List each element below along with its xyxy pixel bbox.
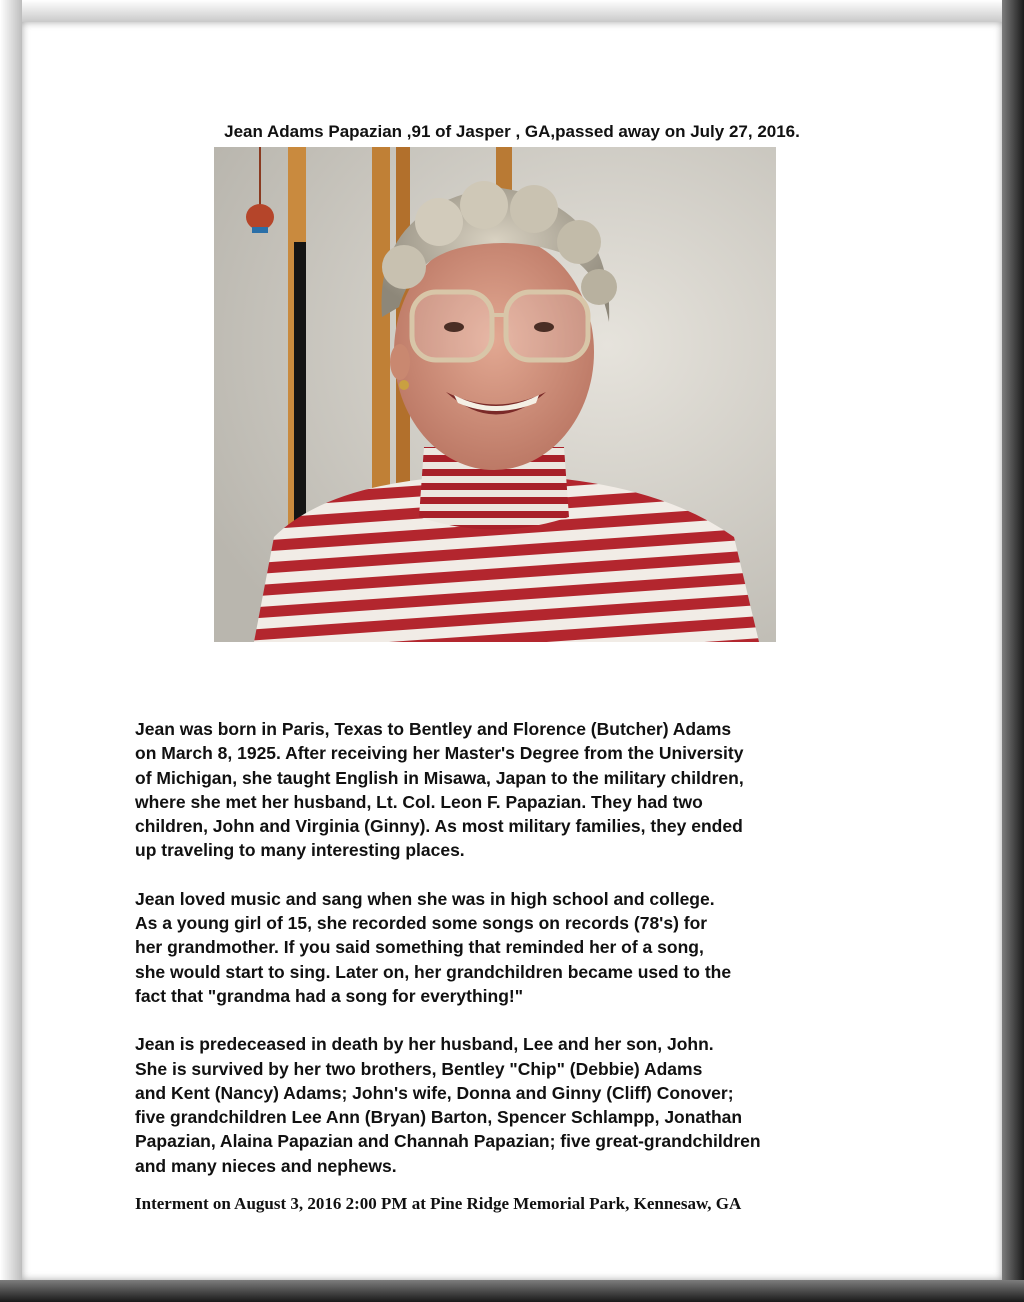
obituary-body [135, 717, 895, 1202]
paragraph-biography: Jean was born in Paris, Texas to Bentley and Florence (Butcher) Adams on March 8, 1925. After receiving her Master's Degree from the University of Michigan, she taught English in Misawa, Japan to the military children, where she met her husband, Lt. Col. Leon F. Papazian. They had two children, John and Virginia (Ginny). As most military families, they ended up traveling to many interesting places. [135, 719, 744, 861]
paragraph-survivors: Jean is predeceased in death by her husband, Lee and her son, John. She is survived by her two brothers, Bentley "Chip" (Debbie) Adams and Kent (Nancy) Adams; John's wife, Donna and Ginny (Cliff) Conover; five grandchildren Lee Ann (Bryan) Barton, Spencer Schlampp, Jonathan Papazian, Alaina Papazian and Channah Papazian; five great-grandchildren and many nieces and nephews. [135, 1034, 761, 1176]
frame-bevel-bottom [0, 1280, 1024, 1302]
interment-info: Interment on August 3, 2016 2:00 PM at Pine Ridge Memorial Park, Kennesaw, GA [135, 1194, 742, 1213]
portrait-photo [214, 147, 776, 642]
portrait-photo-icon [214, 147, 776, 642]
frame-bevel-left [0, 0, 22, 1302]
obituary-page [22, 22, 1002, 1280]
frame-bevel-right [1002, 0, 1024, 1302]
obituary-headline: Jean Adams Papazian ,91 of Jasper , GA,passed away on July 27, 2016. [224, 122, 800, 141]
paragraph-music: Jean loved music and sang when she was in high school and college. As a young girl of 15, she recorded some songs on records (78's) for her grandmother. If you said something that reminded her of a song, she would start to sing. Later on, her grandchildren became used to the fact that "grandma had a song for everything!" [135, 888, 732, 1006]
frame-bevel-top [0, 0, 1024, 22]
